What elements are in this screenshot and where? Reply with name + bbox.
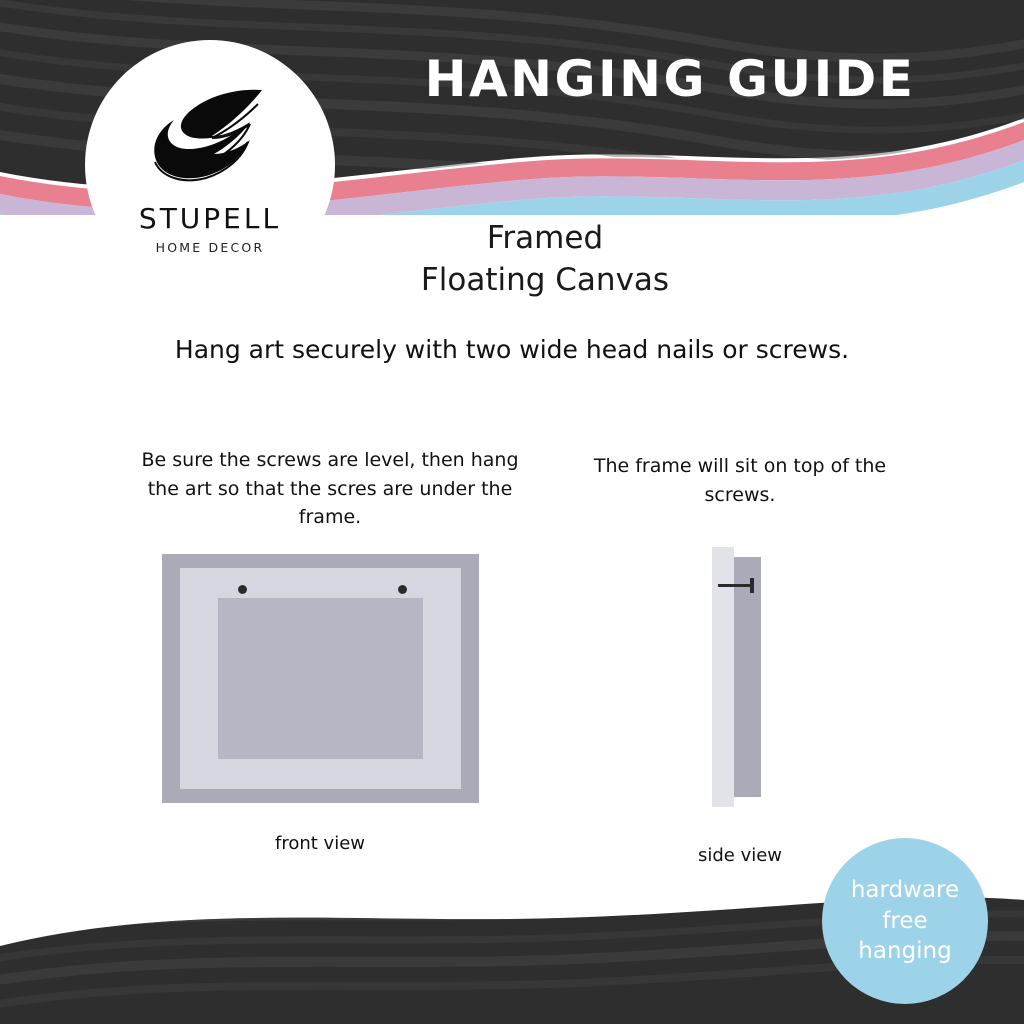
front-view-diagram bbox=[162, 554, 479, 803]
product-name-line1: Framed bbox=[486, 220, 604, 256]
side-view-label: side view bbox=[697, 845, 783, 866]
front-view-artwork bbox=[218, 598, 423, 759]
screw-dot-right-icon bbox=[398, 585, 407, 594]
side-view-screw-icon bbox=[718, 584, 754, 587]
product-name-line2: Floating Canvas bbox=[420, 261, 670, 298]
product-name bbox=[330, 218, 760, 302]
front-view-mat bbox=[180, 568, 461, 789]
main-instruction: Hang art securely with two wide head nails or screws. bbox=[174, 335, 850, 364]
side-view-frame bbox=[734, 557, 761, 797]
front-view-label: front view bbox=[275, 833, 365, 854]
hardware-free-hanging-badge bbox=[822, 838, 988, 1004]
side-view-caption: The frame will sit on top of the screws. bbox=[593, 455, 887, 506]
brand-subtitle: HOME DECOR bbox=[155, 240, 265, 255]
badge-line2: free bbox=[882, 907, 928, 934]
badge-line3: hanging bbox=[858, 938, 952, 965]
page-title: HANGING GUIDE bbox=[424, 50, 916, 108]
side-view-screw-head-icon bbox=[750, 578, 754, 593]
front-view-caption: Be sure the screws are level, then hang the art so that the scres are under the frame. bbox=[141, 449, 519, 528]
brand-logo-badge bbox=[85, 40, 335, 290]
badge-line1: hardware bbox=[850, 877, 960, 904]
swoosh-s-logo-icon bbox=[140, 82, 280, 200]
brand-name: STUPELL bbox=[138, 202, 282, 235]
screw-dot-left-icon bbox=[238, 585, 247, 594]
